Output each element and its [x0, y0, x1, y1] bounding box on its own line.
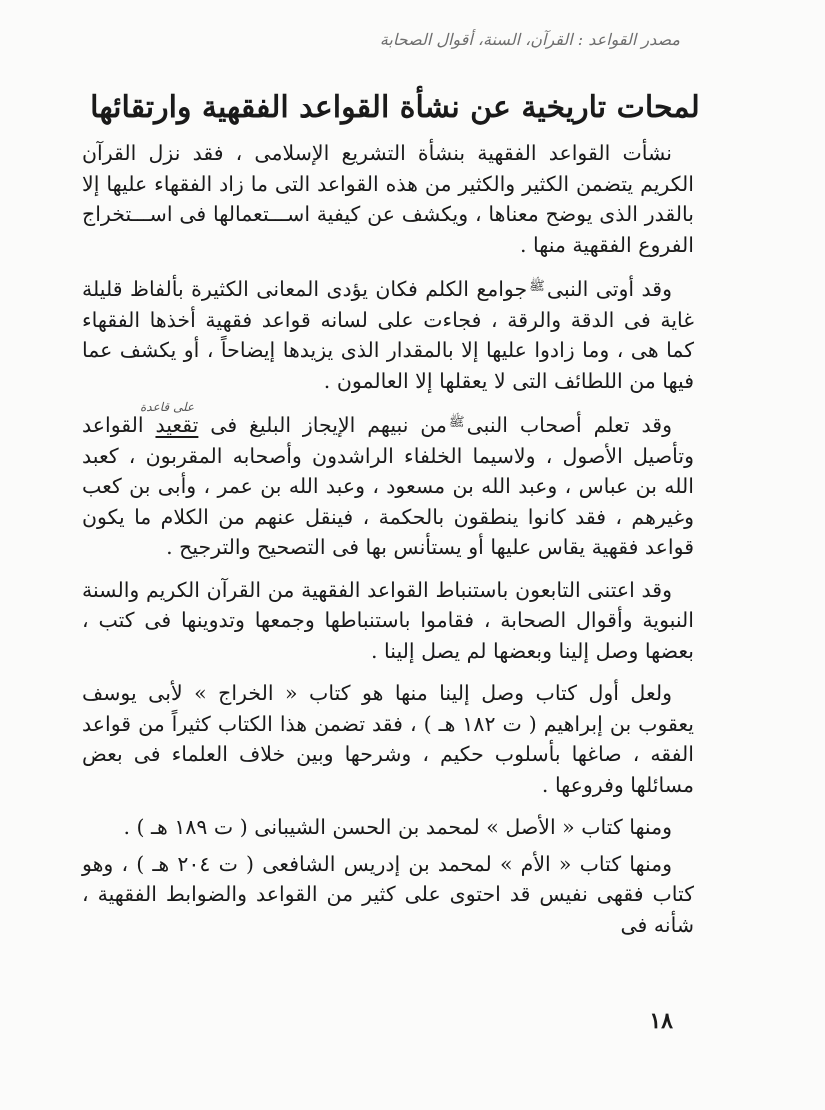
honorific-symbol: ﷺ	[529, 279, 545, 294]
honorific-symbol-2: ﷺ	[448, 415, 465, 430]
paragraph-4: وقد اعتنى التابعون باستنباط القواعد الفقهية من القرآن الكريم والسنة النبوية وأقوال الصحابة ، فقاموا باستنباطها وجمعها وتدوينها فى كتب ، بعضها وصل إلينا وبعضها لم يصل إلينا .	[82, 577, 694, 663]
paragraph-3-rest: القواعد وتأصيل الأصول ، ولاسيما الخلفاء الراشدون وأصحابه المقربون ، كعبد الله بن عباس ، وعبد الله بن مسعود ، وعبد الله بن عمر ، وأبى بن كعب وغيرهم ، فقد كانوا ينطقون بالحكمة ، فينقل عنهم من الكلام ما يكون قواعد فقهية يقاس عليها أو يستأنس بها فى التصحيح والترجيح .	[82, 413, 694, 559]
running-head: مصدر القواعد : القرآن، السنة، أقوال الصحابة	[379, 30, 680, 49]
paragraph-3	[82, 408, 694, 563]
paragraph-2-rest: جوامع الكلم فكان يؤدى المعانى الكثيرة بألفاظ قليلة غاية فى الدقة والرقة ، فجاءت على لسانه قواعد فقهية أخذها الفقهاء كما هى ، وما زادوا عليها إلا بالمقدار الذى يزيدها إيضاحاً ، أو يكشف عما فيها من اللطائف التى لا يعقلها إلا العالمون .	[82, 277, 694, 393]
paragraph-1: نشأت القواعد الفقهية بنشأة التشريع الإسلامى ، فقد نزل القرآن الكريم يتضمن الكثير والكثير من هذه القواعد التى ما زاد الفقهاء عليها إلا بالقدر الذى يوضح معناها ، ويكشف عن كيفية اســـتعمالها فى اســـتخراج الفروع الفقهية منها .	[82, 141, 694, 257]
page-number: ١٨	[649, 1008, 673, 1034]
paragraph-3-mid: من نبيهم الإيجاز البليغ فى	[210, 413, 447, 437]
handwritten-margin-note: على قاعدة	[140, 400, 195, 414]
paragraph-3-start: وقد تعلم أصحاب النبى	[466, 413, 672, 437]
underlined-word: تقعيد	[155, 413, 199, 437]
chapter-title: لمحات تاريخية عن نشأة القواعد الفقهية وارتقائها	[90, 90, 700, 125]
paragraph-7: ومنها كتاب « الأم » لمحمد بن إدريس الشافعى ( ت ٢٠٤ هـ ) ، وهو كتاب فقهى نفيس قد احتوى على كثير من القواعد والضوابط الفقهية ، شأنه فى	[82, 851, 694, 937]
paragraph-2	[82, 272, 694, 396]
paragraph-6: ومنها كتاب « الأصل » لمحمد بن الحسن الشيبانى ( ت ١٨٩ هـ ) .	[123, 815, 672, 839]
body-text	[82, 138, 694, 952]
paragraph-5: ولعل أول كتاب وصل إلينا منها هو كتاب « الخراج » لأبى يوسف يعقوب بن إبراهيم ( ت ١٨٢ هـ ) ، فقد تضمن هذا الكتاب كثيراً من قواعد الفقه ، صاغها بأسلوب حكيم ، وشرحها وبين خلاف العلماء فى بعض مسائلها وفروعها .	[82, 681, 695, 797]
paragraph-2-start: وقد أوتى النبى	[546, 277, 672, 301]
